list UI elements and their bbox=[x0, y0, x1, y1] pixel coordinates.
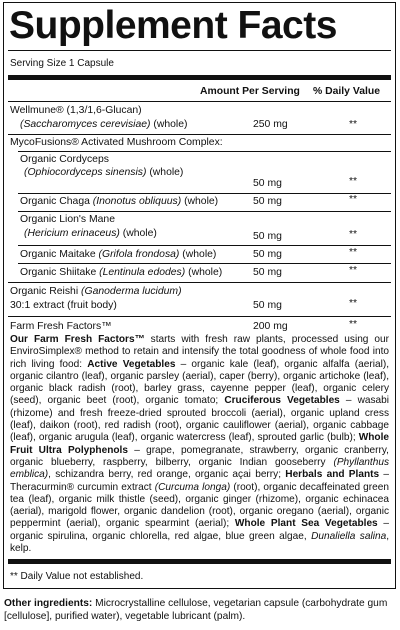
reishi-dv: ** bbox=[349, 298, 358, 309]
serving-size: Serving Size 1 Capsule bbox=[10, 58, 114, 69]
desc-italic: Dunaliella salina bbox=[311, 530, 387, 542]
lions-mane-latin-row bbox=[24, 228, 391, 240]
thick-divider-bottom bbox=[8, 559, 391, 564]
cordyceps-latin-row bbox=[24, 167, 391, 179]
lions-mane-latin: (Hericium erinaceus) bbox=[24, 228, 120, 239]
desc-text: – grape, pomegranate, strawberry, organic cranberry, organic blueberry, raspberry, bilberry, organic Indian gooseberry bbox=[10, 444, 389, 468]
desc-text: (root), organic decaffeinated green tea (leaf), organic milk thistle (seed), organic ginger (rhizome), organic echinacea (aerial), marigold flower, organic dandelion (root), organic oregano (aerial), organic peppermint (aerial), organic spearmint (aerial); bbox=[10, 481, 389, 530]
chaga-row bbox=[20, 196, 391, 208]
divider bbox=[18, 193, 391, 194]
wellmune-part: (whole) bbox=[153, 119, 188, 130]
chaga-amount: 50 mg bbox=[253, 196, 282, 207]
lions-mane-amount: 50 mg bbox=[253, 231, 282, 242]
header-divider bbox=[8, 101, 391, 102]
divider bbox=[18, 245, 391, 246]
shiitake-part: (whole) bbox=[188, 267, 223, 278]
desc-bold: Herbals and Plants bbox=[285, 469, 380, 481]
desc-text: – wasabi (rhizome) and fresh freeze-dried sprouted broccoli (aerial), organic upland cress (leaf), daikon (root), red radish (root), organic cauliflower (aerial), organic cabbage (leaf), organic arugula (leaf), organic watercress (leaf), sprouted garlic (bulb); bbox=[10, 395, 389, 444]
divider bbox=[18, 151, 391, 152]
wellmune-name: Wellmune® (1,3/1,6-Glucan) bbox=[10, 105, 142, 116]
maitake-amount: 50 mg bbox=[253, 249, 282, 260]
desc-bold: Active Vegetables bbox=[87, 358, 176, 370]
farm-amount: 200 mg bbox=[253, 321, 288, 332]
divider bbox=[8, 316, 391, 317]
desc-text: , kelp. bbox=[10, 530, 389, 555]
reishi-row bbox=[10, 286, 391, 298]
desc-italic: (Phyllanthus emblica) bbox=[10, 456, 389, 481]
farm-dv: ** bbox=[349, 319, 358, 330]
maitake-row bbox=[20, 249, 391, 261]
desc-text: , schizandra berry, red orange, organic açai berry; bbox=[48, 469, 286, 481]
shiitake-dv: ** bbox=[349, 265, 358, 276]
cordyceps-name: Organic Cordyceps bbox=[20, 154, 109, 165]
desc-italic: (Curcuma longa) bbox=[154, 481, 231, 493]
desc-text: – Theracurmin® curcumin extract bbox=[10, 469, 389, 493]
not-established-note: ** Daily Value not established. bbox=[10, 571, 144, 582]
cordyceps-amount: 50 mg bbox=[253, 178, 282, 189]
reishi-name: Organic Reishi bbox=[10, 286, 79, 297]
reishi-extract: 30:1 extract (fruit body) bbox=[10, 300, 117, 311]
chaga-name: Organic Chaga bbox=[20, 196, 90, 207]
chaga-latin: (Inonotus obliquus) bbox=[92, 196, 182, 207]
dv-header: % Daily Value bbox=[313, 86, 380, 97]
chaga-dv: ** bbox=[349, 194, 358, 205]
divider bbox=[18, 211, 391, 212]
desc-text: starts with fresh raw plants, processed using our EnviroSimplex® method to retain and intensify the total goodness of whole food into rich living food: bbox=[10, 334, 390, 370]
cordyceps-dv: ** bbox=[349, 176, 358, 187]
shiitake-latin: (Lentinula edodes) bbox=[99, 267, 186, 278]
divider bbox=[8, 134, 391, 135]
maitake-part: (whole) bbox=[182, 249, 217, 260]
cordyceps-latin: (Ophiocordyceps sinensis) bbox=[24, 167, 147, 178]
desc-text: – organic kale (leaf), organic alfalfa (aerial), organic cilantro (leaf), organic parsley (aerial), caper (berry), organic artichoke (leaf), organic black radish (root), barley grass, cayenne pepper (leaf), organic celery (seed), organic beet (root), organic tomato; bbox=[10, 358, 389, 407]
desc-bold: Cruciferous Vegetables bbox=[224, 395, 340, 407]
myco-title: MycoFusions® Activated Mushroom Complex: bbox=[10, 137, 223, 148]
amount-header: Amount Per Serving bbox=[200, 86, 300, 97]
wellmune-latin: (Saccharomyces cerevisiae) bbox=[20, 119, 151, 130]
title-divider bbox=[8, 50, 391, 51]
wellmune-amount: 250 mg bbox=[253, 119, 288, 130]
divider bbox=[18, 263, 391, 264]
panel-title: Supplement Facts bbox=[9, 4, 337, 47]
farm-description bbox=[10, 334, 389, 555]
wellmune-dv: ** bbox=[349, 119, 358, 130]
farm-name: Farm Fresh Factors™ bbox=[10, 321, 112, 332]
desc-text: – organic spirulina, organic chlorella, red algae, blue green algae, bbox=[10, 518, 389, 542]
lions-mane-part: (whole) bbox=[122, 228, 157, 239]
chaga-part: (whole) bbox=[184, 196, 219, 207]
other-ingredients bbox=[4, 597, 389, 623]
reishi-amount: 50 mg bbox=[253, 300, 282, 311]
lions-mane-dv: ** bbox=[349, 229, 358, 240]
maitake-latin: (Grifola frondosa) bbox=[98, 249, 180, 260]
desc-bold: Whole Plant Sea Vegetables bbox=[234, 518, 378, 530]
other-ingredients-text: Microcrystalline cellulose, vegetarian capsule (carbohydrate gum [cellulose], purified water), vegetable lubricant (palm). bbox=[4, 598, 388, 622]
cordyceps-part: (whole) bbox=[149, 167, 184, 178]
wellmune-latin-row bbox=[20, 119, 391, 131]
shiitake-row bbox=[20, 267, 391, 279]
shiitake-amount: 50 mg bbox=[253, 267, 282, 278]
supplement-facts-panel bbox=[3, 2, 396, 589]
other-ingredients-label: Other ingredients: bbox=[4, 598, 93, 609]
maitake-dv: ** bbox=[349, 247, 358, 258]
thick-divider-top bbox=[8, 75, 391, 80]
shiitake-name: Organic Shiitake bbox=[20, 267, 97, 278]
desc-bold: Whole Fruit Ultra Polyphenols bbox=[10, 432, 389, 456]
lions-mane-name: Organic Lion's Mane bbox=[20, 214, 115, 225]
reishi-latin: (Ganoderma lucidum) bbox=[81, 286, 182, 297]
maitake-name: Organic Maitake bbox=[20, 249, 96, 260]
desc-bold: Our Farm Fresh Factors™ bbox=[10, 334, 145, 345]
divider bbox=[8, 282, 391, 283]
